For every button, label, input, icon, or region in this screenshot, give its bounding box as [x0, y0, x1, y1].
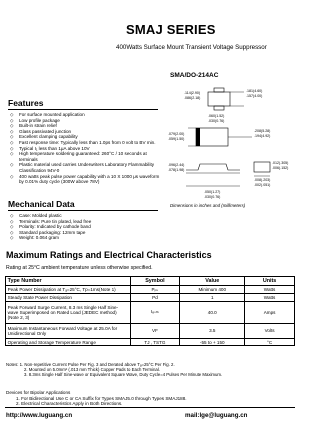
column-header: Type Number: [6, 277, 131, 286]
dim-label: .086(2.18): [184, 96, 201, 100]
table-row: [6, 301, 295, 323]
mechanical-item: ◇ Case: Molded plastic: [10, 213, 160, 219]
note-line: Notes: 1. Non-repetitive Current Pulse Per Fig. 3 and Derated above Tₐ=25°C Per Fig. 2.: [6, 362, 175, 367]
dim-label: .079(2.00): [168, 132, 185, 136]
bipolar-heading: Devices for Bipolar Applications: [6, 390, 71, 395]
table-row: [6, 323, 295, 338]
feature-item: ◇ Fast response time: Typically less than 1.0ps from 0 volt to BV min.: [10, 140, 160, 146]
dim-label: .008(.203): [254, 178, 271, 182]
page-subtitle: 400Watts Surface Mount Transient Voltage Suppressor: [116, 44, 267, 51]
feature-item: ◇ For surface mounted application: [10, 112, 160, 118]
bipolar-item: 2. Electrical Characteristics Apply in Both Directions.: [16, 401, 123, 407]
dim-label: .208(5.28): [254, 129, 271, 133]
table-cell: Steady State Power Dissipation: [6, 294, 131, 301]
dim-label: .012(.305): [272, 161, 289, 165]
table-cell: 1: [180, 294, 245, 301]
table-header-row: [6, 277, 295, 286]
features-divider: [8, 109, 158, 110]
top-lead: [214, 88, 224, 92]
table-cell: -55 to + 150: [180, 338, 245, 345]
table-cell: Peak Forward Surge Current, 8.3 ms Single Half Sine-wave Superimposed on Rated Load (JEDEC method) (Note 2, 3): [6, 301, 131, 323]
feature-item: ◇ 400 watts peak pulse power capability with a 10 X 1000 μs waveform by 0.01% duty cycle (300W above 78V): [10, 174, 160, 185]
profile-view: [186, 164, 240, 170]
feature-item: ◇ Low profile package: [10, 118, 160, 124]
table-row: [6, 286, 295, 294]
bipolar-block: [6, 390, 296, 407]
column-header: Symbol: [130, 277, 180, 286]
dim-label: .157(4.00): [246, 94, 263, 98]
dim-label: .006(.152): [272, 166, 289, 170]
ratings-note: Rating at 25°C ambient temperature unless otherwise specified.: [6, 265, 153, 271]
note-line: 3. 8.3ms Single Half Sine-wave or Equivalent Square Wave, Duty Cycle=4 Pulses Per Minute Maximum.: [24, 372, 223, 378]
column-header: Units: [245, 277, 295, 286]
table-cell: Watts: [245, 294, 295, 301]
note-line: 2. Mounted on 5.0mm² (.013 mm Thick) Copper Pads to Each Terminal.: [24, 367, 160, 373]
dim-label: .030(0.76): [208, 119, 225, 123]
table-cell: Operating and Storage Temperature Range: [6, 338, 131, 345]
mechanical-item: ◇ Terminals: Pure tin plated, lead free: [10, 219, 160, 225]
notes-block: [6, 362, 296, 378]
table-cell: Maximum Instantaneous Forward Voltage at 25.0A for Unidirectional Only: [6, 323, 131, 338]
mechanical-divider: [8, 210, 158, 211]
table-cell: TJ , TSTG: [130, 338, 180, 345]
dim-label: .060(1.52): [208, 114, 225, 118]
website-link[interactable]: http://www.luguang.cn: [6, 412, 73, 419]
feature-item: ◇ High temperature soldering guaranteed: 260°C / 10 seconds at terminals: [10, 151, 160, 162]
table-cell: 3.5: [180, 323, 245, 338]
dim-label: .030(0.76): [204, 195, 221, 199]
mechanical-item: ◇ Standard packaging: 12mm tape: [10, 230, 160, 236]
features-heading: Features: [8, 98, 44, 108]
table-cell: Amps: [245, 301, 295, 323]
mechanical-item: ◇ Polarity: Indicated by cathode band: [10, 224, 160, 230]
mechanical-item: ◇ Weight: 0.064 gram: [10, 235, 160, 241]
feature-item: ◇ Excellent clamping capability: [10, 134, 160, 140]
dim-label: .078(1.98): [168, 168, 185, 172]
package-name: SMA/DO-214AC: [170, 72, 219, 79]
end-view: [254, 162, 270, 172]
mechanical-heading: Mechanical Data: [8, 199, 75, 209]
table-cell: 40.0: [180, 301, 245, 323]
table-cell: Pₚₖ: [130, 286, 180, 294]
mechanical-list: [10, 213, 160, 241]
table-cell: Pd: [130, 294, 180, 301]
feature-item: ◇ Plastic material used carries Underwriters Laboratory Flammability Classification 94V-0: [10, 162, 160, 173]
table-cell: Iₑₛₘ: [130, 301, 180, 323]
ratings-table: [5, 276, 295, 346]
table-row: [6, 294, 295, 301]
table-row: [6, 338, 295, 345]
package-outline-diagram: [168, 80, 296, 204]
bipolar-item: 1. For Bidirectional Use C or CA Suffix for Types SMAJ5.0 through Types SMAJ188.: [16, 395, 187, 401]
email-link[interactable]: mail:lge@luguang.cn: [185, 412, 248, 419]
top-view-body: [208, 92, 230, 106]
footer-divider: [5, 407, 295, 408]
table-cell: VF: [130, 323, 180, 338]
table-cell: Watts: [245, 286, 295, 294]
dim-label: .194(4.92): [254, 134, 271, 138]
dim-label: .114(2.90): [184, 91, 201, 95]
cathode-band: [196, 128, 200, 146]
dim-label: .050(1.27): [204, 190, 221, 194]
feature-item: ◇ Built-in strain relief: [10, 123, 160, 129]
feature-item: ◇ Typical I₁ less than 1μA above 10V: [10, 146, 160, 152]
dimension-note: Dimensions in inches and (millimeters): [170, 203, 246, 208]
table-cell: °C: [245, 338, 295, 345]
table-cell: Volts: [245, 323, 295, 338]
column-header: Value: [180, 277, 245, 286]
bottom-lead: [214, 106, 224, 110]
table-cell: Peak Power Dissipation at Tₐ=25°C, Tp=1ms(Note 1): [6, 286, 131, 294]
page-title: SMAJ SERIES: [126, 22, 216, 37]
feature-item: ◇ Glass passivated junction: [10, 129, 160, 135]
side-view-body: [196, 128, 228, 146]
dim-label: .096(2.44): [168, 163, 185, 167]
features-list: [10, 112, 160, 185]
dim-label: .059(1.50): [168, 137, 185, 141]
table-cell: Minimum 400: [180, 286, 245, 294]
dim-label: .181(4.60): [246, 89, 263, 93]
dim-label: .002(.051): [254, 183, 271, 187]
ratings-heading: Maximum Ratings and Electrical Characteristics: [6, 250, 212, 260]
